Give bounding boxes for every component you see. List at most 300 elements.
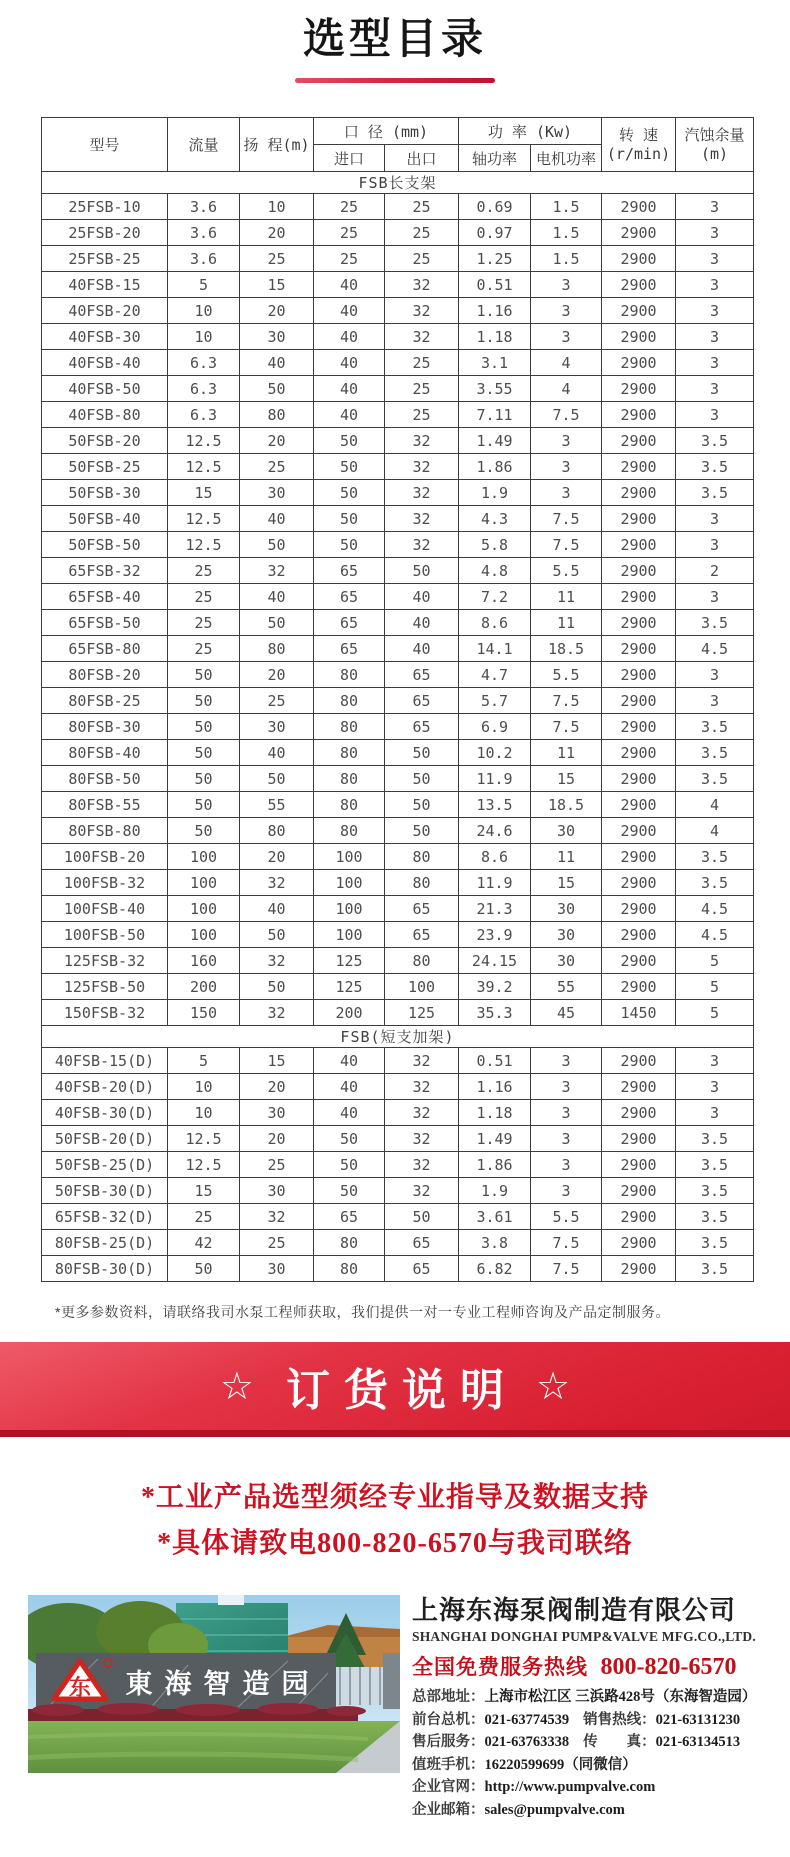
value-cell: 1.18: [459, 324, 531, 350]
value-cell: 3.8: [459, 1230, 531, 1256]
model-cell: 40FSB-80: [42, 402, 168, 428]
value-cell: 50: [240, 922, 314, 948]
value-cell: 40: [314, 298, 385, 324]
value-cell: 5.5: [531, 662, 602, 688]
value-cell: 2900: [602, 1178, 676, 1204]
value-cell: 1.86: [459, 454, 531, 480]
value-cell: 25: [385, 246, 459, 272]
value-cell: 40: [240, 584, 314, 610]
value-cell: 32: [385, 506, 459, 532]
value-cell: 2900: [602, 714, 676, 740]
value-cell: 1.86: [459, 1152, 531, 1178]
table-row: [42, 1048, 754, 1074]
table-row: [42, 974, 754, 1000]
value-cell: 50: [314, 1178, 385, 1204]
value-cell: 50: [240, 376, 314, 402]
table-row: [42, 610, 754, 636]
model-cell: 50FSB-20(D): [42, 1126, 168, 1152]
value-cell: 32: [240, 948, 314, 974]
value-cell: 50: [385, 792, 459, 818]
value-cell: 3.5: [676, 1230, 754, 1256]
value-cell: 1.49: [459, 428, 531, 454]
value-cell: 80: [314, 792, 385, 818]
table-row: [42, 220, 754, 246]
model-cell: 50FSB-30(D): [42, 1178, 168, 1204]
model-cell: 50FSB-30: [42, 480, 168, 506]
value-cell: 32: [385, 428, 459, 454]
value-cell: 3.5: [676, 428, 754, 454]
value-cell: 7.11: [459, 402, 531, 428]
value-cell: 2900: [602, 792, 676, 818]
value-cell: 6.3: [168, 376, 240, 402]
value-cell: 2900: [602, 558, 676, 584]
value-cell: 40: [314, 350, 385, 376]
value-cell: 7.5: [531, 714, 602, 740]
value-cell: 2900: [602, 948, 676, 974]
value-cell: 40: [240, 896, 314, 922]
contact-value: 021-63763338: [484, 1734, 570, 1751]
value-cell: 3.5: [676, 870, 754, 896]
value-cell: 2900: [602, 662, 676, 688]
table-row: [42, 324, 754, 350]
value-cell: 2900: [602, 688, 676, 714]
value-cell: 13.5: [459, 792, 531, 818]
value-cell: 3: [676, 298, 754, 324]
photo-lawn: [28, 1721, 400, 1773]
value-cell: 3: [531, 454, 602, 480]
value-cell: 2900: [602, 766, 676, 792]
value-cell: 80: [314, 766, 385, 792]
value-cell: 3: [676, 532, 754, 558]
value-cell: 2900: [602, 636, 676, 662]
value-cell: 20: [240, 298, 314, 324]
table-row: [42, 922, 754, 948]
table-row: [42, 584, 754, 610]
value-cell: 2900: [602, 324, 676, 350]
value-cell: 7.5: [531, 688, 602, 714]
table-row: [42, 896, 754, 922]
value-cell: 3: [676, 324, 754, 350]
section-title: FSB(短支加架): [42, 1026, 754, 1048]
contact-value: sales@pumpvalve.com: [484, 1801, 625, 1818]
value-cell: 2900: [602, 1048, 676, 1074]
value-cell: 50: [314, 428, 385, 454]
value-cell: 2900: [602, 870, 676, 896]
photo-roof-box: [218, 1595, 244, 1605]
value-cell: 50: [168, 1256, 240, 1282]
contact-label: 销售热线：: [583, 1711, 656, 1728]
contact-row: [412, 1686, 790, 1709]
contact-value: http://www.pumpvalve.com: [484, 1779, 656, 1796]
value-cell: 40: [385, 584, 459, 610]
value-cell: 3: [531, 324, 602, 350]
star-icon: ☆: [536, 1365, 571, 1408]
value-cell: 3: [531, 1152, 602, 1178]
photo-gate-pillar: [383, 1653, 400, 1709]
model-cell: 40FSB-20: [42, 298, 168, 324]
value-cell: 0.51: [459, 272, 531, 298]
value-cell: 3.6: [168, 220, 240, 246]
model-cell: 100FSB-20: [42, 844, 168, 870]
table-row: [42, 1000, 754, 1026]
footer-section: [0, 1595, 790, 1821]
table-row: [42, 636, 754, 662]
value-cell: 4.5: [676, 636, 754, 662]
value-cell: 2900: [602, 402, 676, 428]
footnote-text: *更多参数资料，请联络我司水泵工程师获取，我们提供一对一专业工程师咨询及产品定制服务。: [55, 1304, 670, 1321]
table-row: [42, 1230, 754, 1256]
table-row: [42, 818, 754, 844]
value-cell: 3: [531, 1048, 602, 1074]
banner-title: 订货说明: [286, 1366, 518, 1416]
value-cell: 11: [531, 740, 602, 766]
value-cell: 4: [676, 818, 754, 844]
model-cell: 25FSB-20: [42, 220, 168, 246]
value-cell: 1.5: [531, 246, 602, 272]
table-body: [42, 172, 754, 1282]
value-cell: 4.7: [459, 662, 531, 688]
value-cell: 80: [385, 870, 459, 896]
logo-char: 东: [68, 1675, 92, 1701]
header-shaft-power: 轴功率: [459, 145, 531, 172]
value-cell: 65: [314, 584, 385, 610]
value-cell: 3.5: [676, 766, 754, 792]
table-row: [42, 740, 754, 766]
value-cell: 0.51: [459, 1048, 531, 1074]
value-cell: 11.9: [459, 870, 531, 896]
value-cell: 2900: [602, 298, 676, 324]
model-cell: 80FSB-30: [42, 714, 168, 740]
value-cell: 5.8: [459, 532, 531, 558]
value-cell: 80: [240, 818, 314, 844]
value-cell: 3: [531, 272, 602, 298]
value-cell: 65: [385, 922, 459, 948]
value-cell: 1.9: [459, 1178, 531, 1204]
value-cell: 50: [168, 714, 240, 740]
value-cell: 2900: [602, 1074, 676, 1100]
table-row: [42, 714, 754, 740]
value-cell: 3: [676, 376, 754, 402]
value-cell: 12.5: [168, 1126, 240, 1152]
value-cell: 50: [385, 558, 459, 584]
value-cell: 4: [676, 792, 754, 818]
model-cell: 40FSB-40: [42, 350, 168, 376]
value-cell: 0.69: [459, 194, 531, 220]
value-cell: 100: [168, 896, 240, 922]
value-cell: 3: [531, 298, 602, 324]
value-cell: 80: [314, 1256, 385, 1282]
value-cell: 100: [314, 870, 385, 896]
service-hotline: [412, 1651, 790, 1681]
value-cell: 45: [531, 1000, 602, 1026]
value-cell: 2900: [602, 1100, 676, 1126]
notice-line-2: *具体请致电800-820-6570与我司联络: [157, 1528, 633, 1560]
value-cell: 1.49: [459, 1126, 531, 1152]
value-cell: 32: [240, 870, 314, 896]
value-cell: 3.5: [676, 480, 754, 506]
value-cell: 25: [168, 610, 240, 636]
value-cell: 25: [240, 688, 314, 714]
table-row: [42, 272, 754, 298]
value-cell: 6.3: [168, 402, 240, 428]
model-cell: 40FSB-30: [42, 324, 168, 350]
value-cell: 30: [240, 714, 314, 740]
value-cell: 11: [531, 844, 602, 870]
model-cell: 65FSB-40: [42, 584, 168, 610]
model-cell: 40FSB-20(D): [42, 1074, 168, 1100]
value-cell: 150: [168, 1000, 240, 1026]
value-cell: 14.1: [459, 636, 531, 662]
value-cell: 12.5: [168, 532, 240, 558]
model-cell: 80FSB-20: [42, 662, 168, 688]
value-cell: 1.16: [459, 1074, 531, 1100]
value-cell: 23.9: [459, 922, 531, 948]
value-cell: 32: [385, 1100, 459, 1126]
value-cell: 80: [314, 818, 385, 844]
table-row: [42, 948, 754, 974]
value-cell: 125: [385, 1000, 459, 1026]
value-cell: 2900: [602, 974, 676, 1000]
model-cell: 65FSB-32(D): [42, 1204, 168, 1230]
value-cell: 25: [240, 454, 314, 480]
value-cell: 3: [676, 220, 754, 246]
contact-row: [412, 1754, 790, 1777]
table-row: [42, 428, 754, 454]
value-cell: 11: [531, 610, 602, 636]
value-cell: 50: [240, 610, 314, 636]
value-cell: 10: [168, 298, 240, 324]
value-cell: 50: [168, 688, 240, 714]
value-cell: 50: [168, 766, 240, 792]
value-cell: 2900: [602, 506, 676, 532]
header-model: 型号: [42, 118, 168, 172]
value-cell: 30: [240, 480, 314, 506]
contact-row: [412, 1709, 790, 1732]
value-cell: 2900: [602, 610, 676, 636]
value-cell: 10: [168, 1100, 240, 1126]
value-cell: 32: [385, 1178, 459, 1204]
value-cell: 2900: [602, 922, 676, 948]
value-cell: 30: [531, 818, 602, 844]
value-cell: 25: [168, 584, 240, 610]
value-cell: 3.6: [168, 246, 240, 272]
value-cell: 40: [385, 610, 459, 636]
table-row: [42, 506, 754, 532]
model-cell: 65FSB-50: [42, 610, 168, 636]
table-row: [42, 298, 754, 324]
value-cell: 65: [385, 688, 459, 714]
value-cell: 3: [676, 246, 754, 272]
value-cell: 40: [314, 1100, 385, 1126]
value-cell: 1.5: [531, 220, 602, 246]
value-cell: 3.5: [676, 1178, 754, 1204]
value-cell: 50: [240, 532, 314, 558]
value-cell: 25: [240, 246, 314, 272]
value-cell: 24.6: [459, 818, 531, 844]
value-cell: 3: [531, 428, 602, 454]
photo-flower: [176, 1704, 240, 1716]
value-cell: 40: [314, 402, 385, 428]
model-cell: 65FSB-32: [42, 558, 168, 584]
table-row: [42, 454, 754, 480]
company-info: [412, 1595, 790, 1821]
table-row: [42, 1126, 754, 1152]
value-cell: 25: [314, 194, 385, 220]
header-npsh-line1: 汽蚀余量: [684, 125, 745, 144]
value-cell: 55: [531, 974, 602, 1000]
value-cell: 25: [168, 636, 240, 662]
value-cell: 2900: [602, 480, 676, 506]
value-cell: 5: [676, 1000, 754, 1026]
value-cell: 4.5: [676, 922, 754, 948]
value-cell: 25: [240, 1152, 314, 1178]
model-cell: 80FSB-25(D): [42, 1230, 168, 1256]
value-cell: 5: [168, 1048, 240, 1074]
table-row: [42, 1074, 754, 1100]
value-cell: 160: [168, 948, 240, 974]
value-cell: 2900: [602, 454, 676, 480]
value-cell: 65: [385, 714, 459, 740]
contact-value: 16220599699（同微信）: [484, 1756, 637, 1773]
value-cell: 3: [676, 1048, 754, 1074]
value-cell: 25: [385, 350, 459, 376]
model-cell: 25FSB-25: [42, 246, 168, 272]
table-section-header: [42, 1026, 754, 1048]
value-cell: 30: [240, 1100, 314, 1126]
value-cell: 2900: [602, 844, 676, 870]
value-cell: 65: [385, 1230, 459, 1256]
value-cell: 15: [240, 272, 314, 298]
value-cell: 50: [314, 480, 385, 506]
value-cell: 65: [385, 896, 459, 922]
hotline-number: 800-820-6570: [600, 1654, 737, 1681]
value-cell: 25: [168, 558, 240, 584]
value-cell: 3.5: [676, 844, 754, 870]
model-cell: 50FSB-25(D): [42, 1152, 168, 1178]
value-cell: 39.2: [459, 974, 531, 1000]
table-row: [42, 480, 754, 506]
value-cell: 32: [240, 1000, 314, 1026]
model-cell: 50FSB-20: [42, 428, 168, 454]
value-cell: 80: [385, 844, 459, 870]
value-cell: 1.16: [459, 298, 531, 324]
value-cell: 80: [314, 714, 385, 740]
table-row: [42, 532, 754, 558]
value-cell: 50: [314, 506, 385, 532]
value-cell: 40: [240, 506, 314, 532]
value-cell: 2900: [602, 1152, 676, 1178]
value-cell: 15: [168, 1178, 240, 1204]
value-cell: 1.5: [531, 194, 602, 220]
contact-value: 上海市松江区 三浜路428号（东海智造园）: [484, 1689, 757, 1706]
pump-selection-table: [41, 117, 754, 1282]
model-cell: 50FSB-40: [42, 506, 168, 532]
value-cell: 200: [314, 1000, 385, 1026]
table-section-header: [42, 172, 754, 194]
value-cell: 7.5: [531, 1256, 602, 1282]
value-cell: 4: [531, 350, 602, 376]
model-cell: 150FSB-32: [42, 1000, 168, 1026]
value-cell: 50: [314, 454, 385, 480]
value-cell: 25: [314, 220, 385, 246]
value-cell: 10.2: [459, 740, 531, 766]
value-cell: 50: [385, 766, 459, 792]
contact-label: 企业邮箱：: [412, 1801, 485, 1818]
value-cell: 80: [314, 740, 385, 766]
contact-value: 021-63774539: [484, 1711, 570, 1728]
value-cell: 4.3: [459, 506, 531, 532]
value-cell: 12.5: [168, 428, 240, 454]
value-cell: 3: [676, 350, 754, 376]
table-row: [42, 792, 754, 818]
value-cell: 2900: [602, 246, 676, 272]
value-cell: 25: [314, 246, 385, 272]
value-cell: 25: [385, 402, 459, 428]
value-cell: 2900: [602, 350, 676, 376]
value-cell: 2900: [602, 220, 676, 246]
value-cell: 30: [531, 948, 602, 974]
value-cell: 65: [314, 558, 385, 584]
value-cell: 32: [385, 1126, 459, 1152]
value-cell: 100: [168, 922, 240, 948]
value-cell: 100: [385, 974, 459, 1000]
contact-label: 总部地址：: [412, 1689, 485, 1706]
value-cell: 1.18: [459, 1100, 531, 1126]
value-cell: 25: [240, 1230, 314, 1256]
value-cell: 3.61: [459, 1204, 531, 1230]
header-inlet: 进口: [314, 145, 385, 172]
value-cell: 7.5: [531, 1230, 602, 1256]
value-cell: 2900: [602, 818, 676, 844]
value-cell: 7.5: [531, 506, 602, 532]
value-cell: 4.5: [676, 896, 754, 922]
value-cell: 32: [240, 558, 314, 584]
value-cell: 2900: [602, 272, 676, 298]
header-speed: [602, 118, 676, 172]
value-cell: 2900: [602, 896, 676, 922]
value-cell: 100: [314, 922, 385, 948]
table-row: [42, 1178, 754, 1204]
value-cell: 50: [240, 766, 314, 792]
page-title: 选型目录: [302, 15, 487, 62]
value-cell: 30: [240, 324, 314, 350]
model-cell: 40FSB-15: [42, 272, 168, 298]
value-cell: 1450: [602, 1000, 676, 1026]
order-banner: [0, 1342, 790, 1437]
value-cell: 4: [531, 376, 602, 402]
company-name-en: SHANGHAI DONGHAI PUMP&VALVE MFG.CO.,LTD.: [412, 1629, 756, 1645]
value-cell: 6.3: [168, 350, 240, 376]
company-name-cn: 上海东海泵阀制造有限公司: [412, 1595, 737, 1626]
value-cell: 25: [168, 1204, 240, 1230]
value-cell: 24.15: [459, 948, 531, 974]
value-cell: 35.3: [459, 1000, 531, 1026]
value-cell: 100: [168, 870, 240, 896]
value-cell: 40: [240, 350, 314, 376]
contact-label: 售后服务：: [412, 1734, 485, 1751]
value-cell: 80: [240, 636, 314, 662]
model-cell: 80FSB-40: [42, 740, 168, 766]
value-cell: 40: [314, 324, 385, 350]
value-cell: 50: [168, 740, 240, 766]
value-cell: 50: [240, 974, 314, 1000]
ordering-notice: [0, 1475, 790, 1567]
value-cell: 2900: [602, 1256, 676, 1282]
contact-value: 021-63134513: [655, 1734, 741, 1751]
value-cell: 100: [168, 844, 240, 870]
value-cell: 12.5: [168, 454, 240, 480]
hotline-label: 全国免费服务热线: [412, 1656, 588, 1680]
